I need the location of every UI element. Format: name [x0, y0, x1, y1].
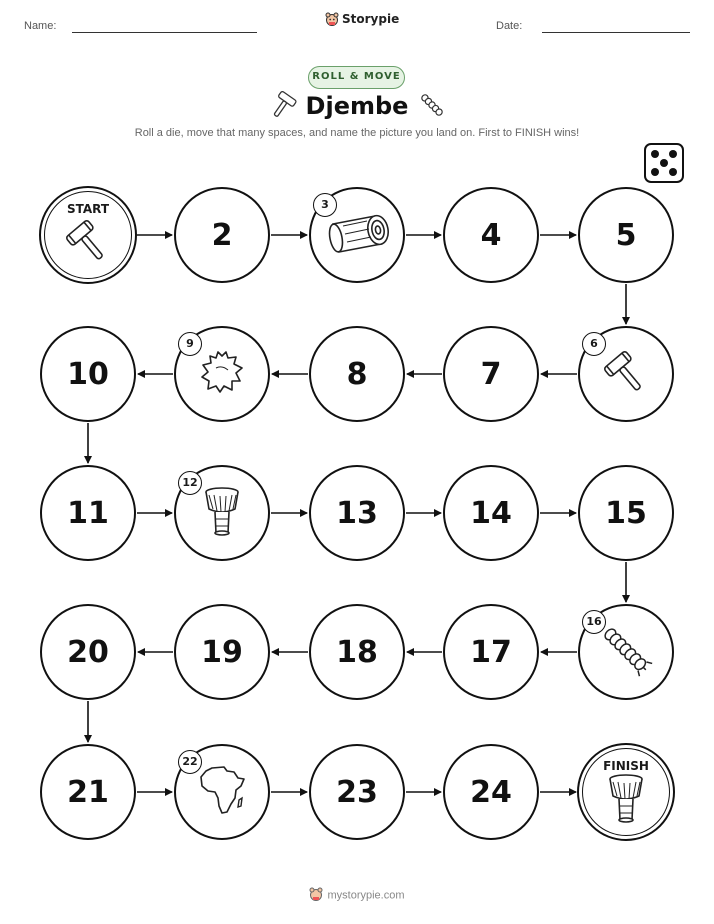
board-space — [443, 326, 539, 422]
board-space — [40, 744, 136, 840]
space-number-badge: 9 — [178, 332, 202, 356]
board-space — [443, 744, 539, 840]
brand-name: Storypie — [342, 12, 400, 26]
space-number: 19 — [201, 634, 243, 670]
space-number: 7 — [480, 356, 502, 392]
game-type-tag: ROLL & MOVE — [308, 66, 405, 89]
space-number: 20 — [67, 634, 109, 670]
africa-map-icon — [194, 762, 250, 822]
board-space — [174, 326, 270, 422]
board-space — [174, 465, 270, 561]
instructions: Roll a die, move that many spaces, and name the picture you land on. First to FINISH wins! — [134, 127, 580, 139]
space-number: 23 — [336, 774, 378, 810]
board-space — [174, 744, 270, 840]
name-label: Name: — [24, 20, 57, 32]
board-space — [578, 604, 674, 700]
space-number: 10 — [67, 356, 109, 392]
start-space — [39, 186, 137, 284]
board-space — [309, 465, 405, 561]
finish-label: FINISH — [603, 759, 649, 773]
space-number-badge: 12 — [178, 471, 202, 495]
space-number: 5 — [615, 217, 637, 253]
space-number: 21 — [67, 774, 109, 810]
board-space — [309, 326, 405, 422]
space-number: 2 — [211, 217, 233, 253]
braided-rope-icon — [598, 622, 654, 682]
space-number-badge: 3 — [313, 193, 337, 217]
djembe-drum-icon — [202, 485, 242, 541]
space-number: 17 — [470, 634, 512, 670]
animal-hide-icon — [196, 346, 248, 402]
board-space — [40, 604, 136, 700]
board-space — [578, 326, 674, 422]
mallet-icon — [62, 215, 114, 271]
space-number-badge: 16 — [582, 610, 606, 634]
space-number: 15 — [605, 495, 647, 531]
board-space — [40, 326, 136, 422]
space-number-badge: 6 — [582, 332, 606, 356]
footer — [0, 887, 714, 904]
space-number-badge: 22 — [178, 750, 202, 774]
space-number: 13 — [336, 495, 378, 531]
board-space — [40, 465, 136, 561]
space-number: 4 — [480, 217, 502, 253]
space-number: 24 — [470, 774, 512, 810]
space-number: 11 — [67, 495, 109, 531]
space-number: 8 — [346, 356, 368, 392]
footer-site: mystorypie.com — [327, 889, 405, 902]
djembe-drum-icon — [606, 772, 646, 828]
board-space — [578, 465, 674, 561]
board-space — [309, 604, 405, 700]
board-space — [309, 744, 405, 840]
board-space — [174, 187, 270, 283]
board-space — [443, 465, 539, 561]
board-space — [174, 604, 270, 700]
board-space — [309, 187, 405, 283]
storypie-mascot-icon — [309, 887, 323, 904]
board-space — [443, 604, 539, 700]
date-label: Date: — [496, 20, 523, 32]
board-space — [578, 187, 674, 283]
space-number: 18 — [336, 634, 378, 670]
board-space — [443, 187, 539, 283]
space-number: 14 — [470, 495, 512, 531]
page-title: Djembe — [305, 92, 409, 120]
mallet-icon — [600, 346, 652, 402]
start-label: START — [66, 202, 110, 216]
finish-space — [577, 743, 675, 841]
log-icon — [319, 210, 395, 260]
